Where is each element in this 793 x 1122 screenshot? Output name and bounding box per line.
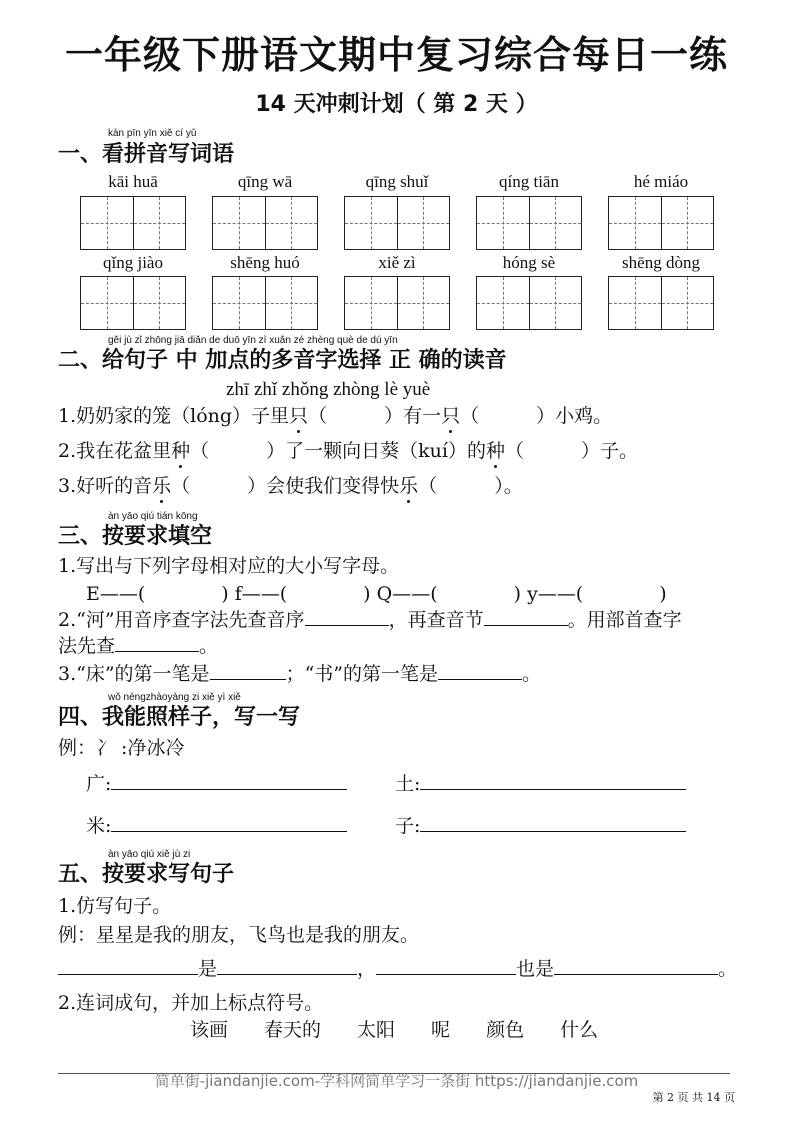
sentence-part: 3.“床”的第一笔是 [58,663,210,685]
section4-pinyin: wǒ néngzhàoyàng zi xiě yì xiě [108,692,241,703]
question-3-1: 1.写出与下列字母相对应的大小写字母。 [58,555,400,577]
radical-label: 米: [86,815,112,837]
writing-grid[interactable] [476,276,582,330]
answer-blank[interactable]: （ ）。 [418,475,523,497]
radical-label: 广: [86,773,112,795]
section5-heading: 五、按要求写句子 [58,862,235,887]
radical-label: 土: [395,773,421,795]
question-5-2: 2.连词成句，并加上标点符号。 [58,992,324,1014]
sentence-part: 2.我在花盆里 [58,440,172,462]
example-5: 例：星星是我的朋友，飞鸟也是我的朋友。 [58,924,420,946]
pattern-word: 。 [718,958,738,980]
dotted-char: 种 [486,437,505,465]
answer-line[interactable] [554,955,718,975]
pinyin-label: xiě zì [378,253,416,272]
dotted-char: 只 [289,402,308,430]
sentence-part: 3.好听的音 [58,475,153,497]
answer-line[interactable] [438,660,522,680]
letter-blanks[interactable]: E——( ) f——( ) Q——( ) y——( ) [86,583,667,605]
pinyin-label: shēng huó [230,253,300,272]
dotted-char: 只 [441,402,460,430]
writing-grid[interactable] [608,276,714,330]
answer-line[interactable] [111,770,347,790]
writing-grid[interactable] [212,276,318,330]
page-number: 第 2 页 共 14 页 [652,1091,735,1104]
radical-item [86,812,347,840]
sentence-part: 。用部首查字 [567,609,682,631]
pinyin-label: qǐng jiào [103,253,163,272]
section5-pinyin: àn yāo qiú xiě jù zi [108,849,191,860]
sentence-part: 2.“河”用音序查字法先查音序 [58,609,305,631]
dotted-char: 乐 [399,472,418,500]
pattern-word: 也是 [516,958,555,980]
answer-line[interactable] [210,660,286,680]
answer-blank[interactable]: （ ）小鸡。 [460,405,613,427]
question-5-1: 1.仿写句子。 [58,895,172,917]
pinyin-label: hé miáo [633,172,689,191]
answer-line[interactable] [376,955,516,975]
pinyin-label: shēng dòng [622,253,700,272]
writing-grid[interactable] [80,196,186,250]
writing-grid[interactable] [608,196,714,250]
question-2-3 [58,472,523,500]
writing-grid[interactable] [476,196,582,250]
word-bank [190,1016,634,1044]
answer-blank[interactable]: （ ）了一颗向日葵（kuí）的 [190,440,486,462]
dotted-char: 乐 [152,472,171,500]
sentence-part: ，再查音节 [388,609,484,631]
section3-heading: 三、按要求填空 [58,524,213,549]
section4-heading: 四、我能照样子，写一写 [58,705,301,730]
radical-label: 子: [395,815,421,837]
pinyin-label: qīng shuǐ [365,172,429,191]
section1-heading: 一、看拼音写词语 [58,142,235,167]
section2-pinyin: gěi jù zǐ zhōng jiā diǎn de duō yīn zì xuǎn zé zhèng què de dú yīn [108,335,398,346]
dotted-char: 种 [171,437,190,465]
watermark-text[interactable]: 简单街-jiandanjie.com-学科网简单学习一条街 https://jiandanjie.com [154,1072,639,1090]
section2-heading: 二、给句子 中 加点的多音字选择 正 确的读音 [58,348,507,373]
writing-grid[interactable] [212,196,318,250]
sentence-part: 。 [199,635,219,657]
answer-line[interactable] [484,606,568,626]
word-card: 什么 [560,1019,599,1041]
page-subtitle: 14 天冲刺计划（ 第 2 天 ） [255,92,538,117]
writing-grid[interactable] [344,276,450,330]
question-3-2 [58,606,682,634]
answer-line[interactable] [111,812,347,832]
pinyin-label: hóng sè [502,253,556,272]
word-card: 呢 [431,1019,451,1041]
page-title: 一年级下册语文期中复习综合每日一练 [64,33,728,77]
answer-line[interactable] [115,632,199,652]
sentence-part: 。 [522,663,542,685]
section1-pinyin: kàn pīn yīn xiě cí yǔ [108,128,197,139]
radical-item [395,812,686,840]
pinyin-label: kāi huā [108,172,158,191]
question-3-2-cont [58,632,218,660]
answer-line[interactable] [420,812,686,832]
imitation-pattern [58,955,737,983]
answer-line[interactable] [217,955,357,975]
sentence-part: 1.奶奶家的笼（lóng）子里 [58,405,290,427]
writing-grid[interactable] [344,196,450,250]
pinyin-label: qíng tiān [499,172,559,191]
word-card: 颜色 [486,1019,525,1041]
answer-line[interactable] [58,955,198,975]
sentence-part: 法先查 [58,635,116,657]
answer-blank[interactable]: （ ）有一 [308,405,442,427]
section3-pinyin: àn yāo qiú tián kōng [108,511,198,522]
example-4: 例：冫 :净冰冷 [58,737,185,759]
answer-blank[interactable]: （ ）会使我们变得快 [171,475,400,497]
word-card: 春天的 [264,1019,322,1041]
radical-item [395,770,686,798]
pattern-word: 是 [198,958,218,980]
word-card: 太阳 [357,1019,396,1041]
writing-grid[interactable] [80,276,186,330]
sentence-part: ；“书”的第一笔是 [285,663,438,685]
radical-item [86,770,347,798]
answer-line[interactable] [420,770,686,790]
question-2-2 [58,437,638,465]
pinyin-label: qīng wā [237,172,293,191]
answer-line[interactable] [305,606,389,626]
question-3-3 [58,660,541,688]
answer-blank[interactable]: （ ）子。 [505,440,639,462]
reading-options: zhī zhǐ zhǒng zhòng lè yuè [226,379,431,400]
word-card: 该画 [190,1019,229,1041]
pattern-word: ， [357,958,377,980]
question-2-1 [58,402,612,430]
